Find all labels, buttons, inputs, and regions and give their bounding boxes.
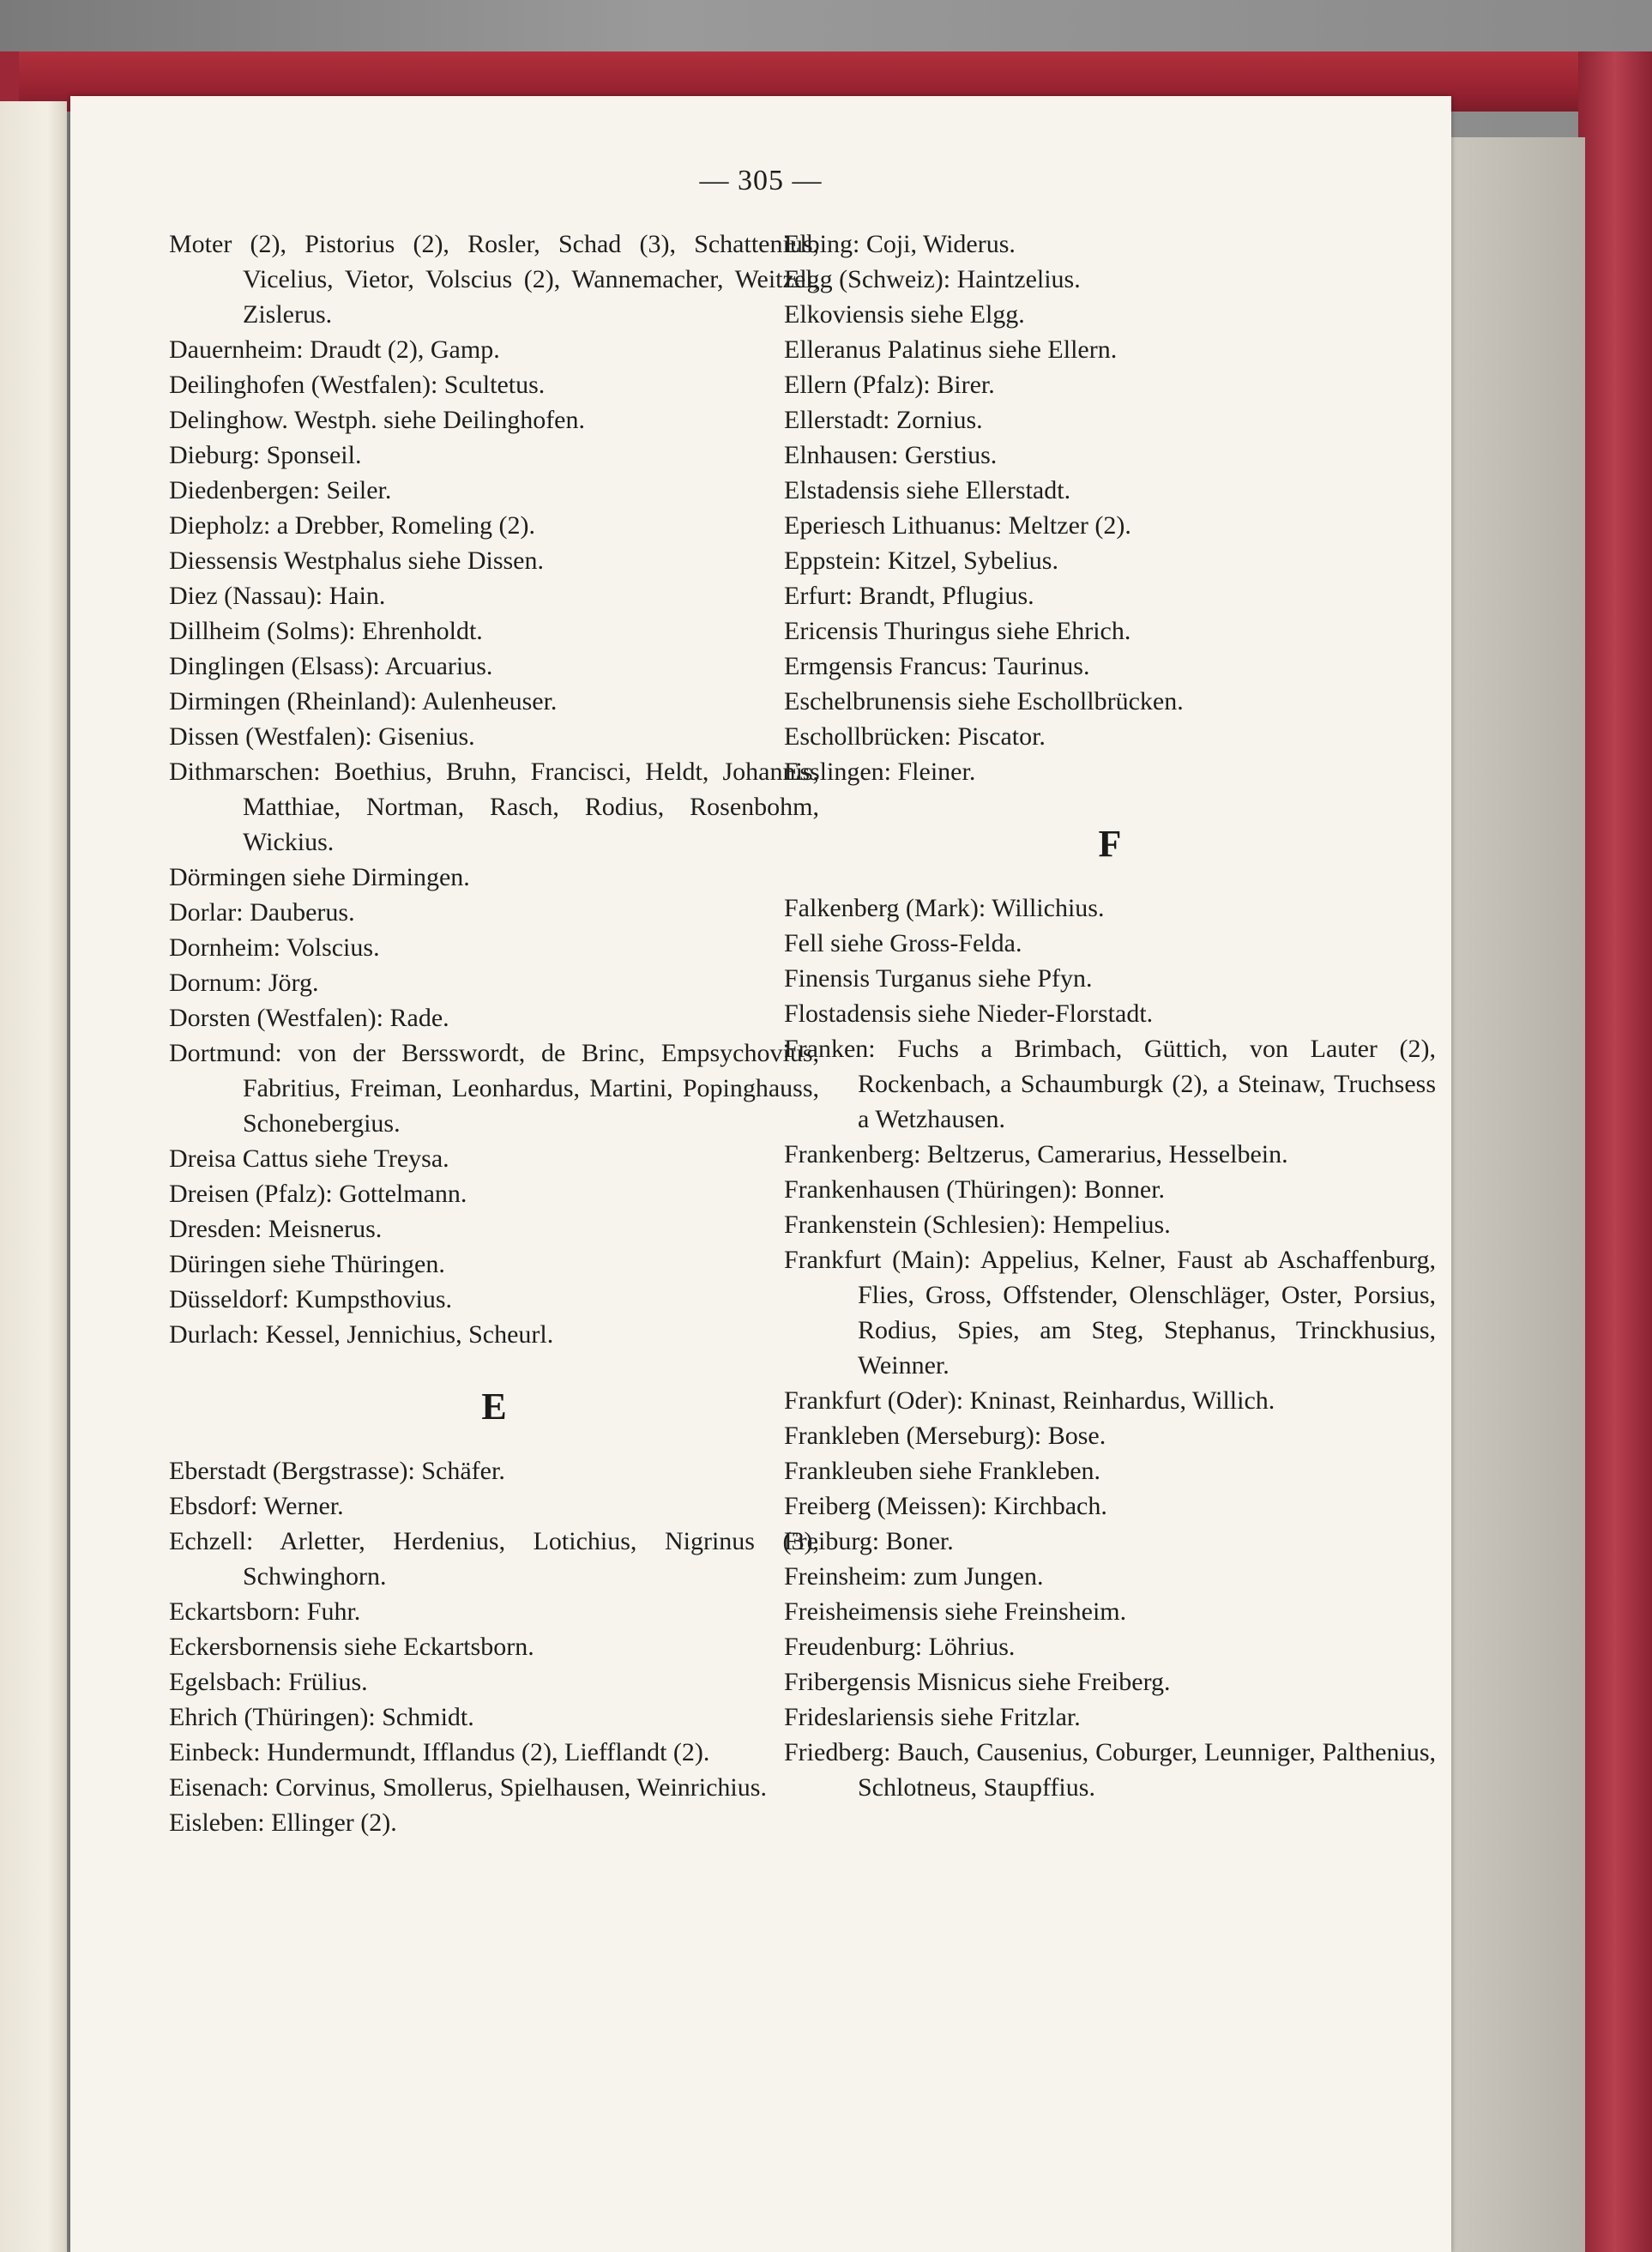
index-entry: Ehrich (Thüringen): Schmidt. (169, 1703, 474, 1731)
book-page (70, 96, 1451, 2252)
index-entry: Deilinghofen (Westfalen): Scultetus. (169, 371, 546, 399)
right-column (784, 226, 1436, 2200)
index-entry: Freinsheim: zum Jungen. (784, 1562, 1044, 1591)
index-entry: Eisleben: Ellinger (2). (169, 1808, 397, 1837)
index-entry: Dreisa Cattus siehe Treysa. (169, 1144, 449, 1173)
index-entry: Dithmarschen: Boethius, Bruhn, Francisci, Heldt, Johannis, Matthiae, Nortman, Rasch, Rodius, Rosenbohm, Wickius. (169, 758, 819, 856)
index-entry: Eschelbrunensis siehe Eschollbrücken. (784, 687, 1184, 715)
index-entry: Freudenburg: Löhrius. (784, 1633, 1016, 1661)
index-entry: Frideslariensis siehe Fritzlar. (784, 1703, 1081, 1731)
index-entry: Diepholz: a Drebber, Romeling (2). (169, 511, 536, 540)
index-entry: Falkenberg (Mark): Willichius. (784, 894, 1105, 922)
index-entry: Dieburg: Sponseil. (169, 441, 362, 469)
index-entry: Dinglingen (Elsass): Arcuarius. (169, 652, 493, 680)
paper-underlay (1448, 137, 1585, 2252)
index-entry: Elgg (Schweiz): Haintzelius. (784, 265, 1081, 293)
index-entry: Friedberg: Bauch, Causenius, Coburger, Leunniger, Palthenius, Schlotneus, Staupffius. (784, 1738, 1436, 1802)
index-entry: Franken: Fuchs a Brimbach, Güttich, von Lauter (2), Rockenbach, a Schaumburgk (2), a Steinaw, Truchsess a Wetzhausen. (784, 1035, 1436, 1133)
index-entry: Elnhausen: Gerstius. (784, 441, 998, 469)
index-entry: Düsseldorf: Kumpsthovius. (169, 1285, 452, 1313)
index-entry: Moter (2), Pistorius (2), Rosler, Schad (3), Schattenius, Vicelius, Vietor, Volscius (2), Wannemacher, Weitzel, Zislerus. (169, 230, 819, 329)
index-entry: Frankenberg: Beltzerus, Camerarius, Hesselbein. (784, 1140, 1288, 1168)
index-entry: Elkoviensis siehe Elgg. (784, 300, 1025, 329)
index-entry: Delinghow. Westph. siehe Deilinghofen. (169, 406, 585, 434)
index-entry: Diez (Nassau): Hain. (169, 582, 386, 610)
index-entry: Fell siehe Gross-Felda. (784, 929, 1022, 957)
index-entry: Dreisen (Pfalz): Gottelmann. (169, 1180, 467, 1208)
index-entry: Ermgensis Francus: Taurinus. (784, 652, 1090, 680)
index-entry: Fribergensis Misnicus siehe Freiberg. (784, 1668, 1171, 1696)
index-entry: Erfurt: Brandt, Pflugius. (784, 582, 1034, 610)
index-entry: Ericensis Thuringus siehe Ehrich. (784, 617, 1131, 645)
index-entry: Flostadensis siehe Nieder-Florstadt. (784, 999, 1154, 1028)
index-entry: Durlach: Kessel, Jennichius, Scheurl. (169, 1320, 554, 1349)
index-entry: Diessensis Westphalus siehe Dissen. (169, 546, 544, 575)
book-cover-right-edge (1578, 51, 1652, 2252)
index-entry: Dirmingen (Rheinland): Aulenheuser. (169, 687, 558, 715)
index-entry: Esslingen: Fleiner. (784, 758, 976, 786)
page-number: — 305 — (699, 165, 823, 196)
index-entry: Dörmingen siehe Dirmingen. (169, 863, 470, 891)
index-entry: Dorsten (Westfalen): Rade. (169, 1004, 449, 1032)
index-entry: Dauernheim: Draudt (2), Gamp. (169, 335, 500, 364)
index-entry: Eperiesch Lithuanus: Meltzer (2). (784, 511, 1131, 540)
facing-page-edge (0, 101, 67, 2252)
index-entry: Eschollbrücken: Piscator. (784, 722, 1046, 751)
index-entry: Eckartsborn: Fuhr. (169, 1597, 361, 1626)
letter-heading: F (1098, 823, 1122, 865)
index-entry: Frankenstein (Schlesien): Hempelius. (784, 1211, 1171, 1239)
index-entry: Freiburg: Boner. (784, 1527, 954, 1555)
index-entry: Dornum: Jörg. (169, 969, 319, 997)
index-entry: Dornheim: Volscius. (169, 933, 380, 962)
index-entry: Elbing: Coji, Widerus. (784, 230, 1016, 258)
index-entry: Dortmund: von der Bersswordt, de Brinc, Empsychovius, Fabritius, Freiman, Leonhardus, Martini, Popinghauss, Schonebergius. (169, 1039, 819, 1138)
index-entry: Frankleben (Merseburg): Bose. (784, 1422, 1106, 1450)
index-entry: Ellerstadt: Zornius. (784, 406, 983, 434)
index-entry: Einbeck: Hundermundt, Ifflandus (2), Liefflandt (2). (169, 1738, 710, 1766)
index-entry: Frankfurt (Oder): Kninast, Reinhardus, Willich. (784, 1386, 1275, 1415)
index-entry: Diedenbergen: Seiler. (169, 476, 392, 504)
index-entry: Eberstadt (Bergstrasse): Schäfer. (169, 1457, 505, 1485)
index-entry: Dresden: Meisnerus. (169, 1215, 383, 1243)
index-entry: Freiberg (Meissen): Kirchbach. (784, 1492, 1107, 1520)
index-entry: Ellern (Pfalz): Birer. (784, 371, 995, 399)
index-entry: Eckersbornensis siehe Eckartsborn. (169, 1633, 534, 1661)
left-column (169, 226, 819, 2200)
index-entry: Finensis Turganus siehe Pfyn. (784, 964, 1093, 993)
index-entry: Freisheimensis siehe Freinsheim. (784, 1597, 1127, 1626)
index-entry: Dillheim (Solms): Ehrenholdt. (169, 617, 483, 645)
index-entry: Düringen siehe Thüringen. (169, 1250, 445, 1278)
index-entry: Dorlar: Dauberus. (169, 898, 355, 927)
index-entry: Elleranus Palatinus siehe Ellern. (784, 335, 1118, 364)
index-entry: Frankleuben siehe Frankleben. (784, 1457, 1101, 1485)
index-entry: Elstadensis siehe Ellerstadt. (784, 476, 1071, 504)
index-entry: Frankenhausen (Thüringen): Bonner. (784, 1175, 1166, 1204)
index-entry: Frankfurt (Main): Appelius, Kelner, Faust ab Aschaffenburg, Flies, Gross, Offstender, Olenschläger, Oster, Porsius, Rodius, Spies, am Steg, Stephanus, Trinckhusius, Weinner. (784, 1246, 1436, 1380)
letter-heading: E (481, 1386, 507, 1428)
index-entry: Eppstein: Kitzel, Sybelius. (784, 546, 1058, 575)
index-entry: Echzell: Arletter, Herdenius, Lotichius, Nigrinus (3), Schwinghorn. (169, 1527, 819, 1591)
index-entry: Eisenach: Corvinus, Smollerus, Spielhausen, Weinrichius. (169, 1773, 767, 1802)
index-entry: Ebsdorf: Werner. (169, 1492, 344, 1520)
index-entry: Egelsbach: Frülius. (169, 1668, 368, 1696)
index-entry: Dissen (Westfalen): Gisenius. (169, 722, 475, 751)
